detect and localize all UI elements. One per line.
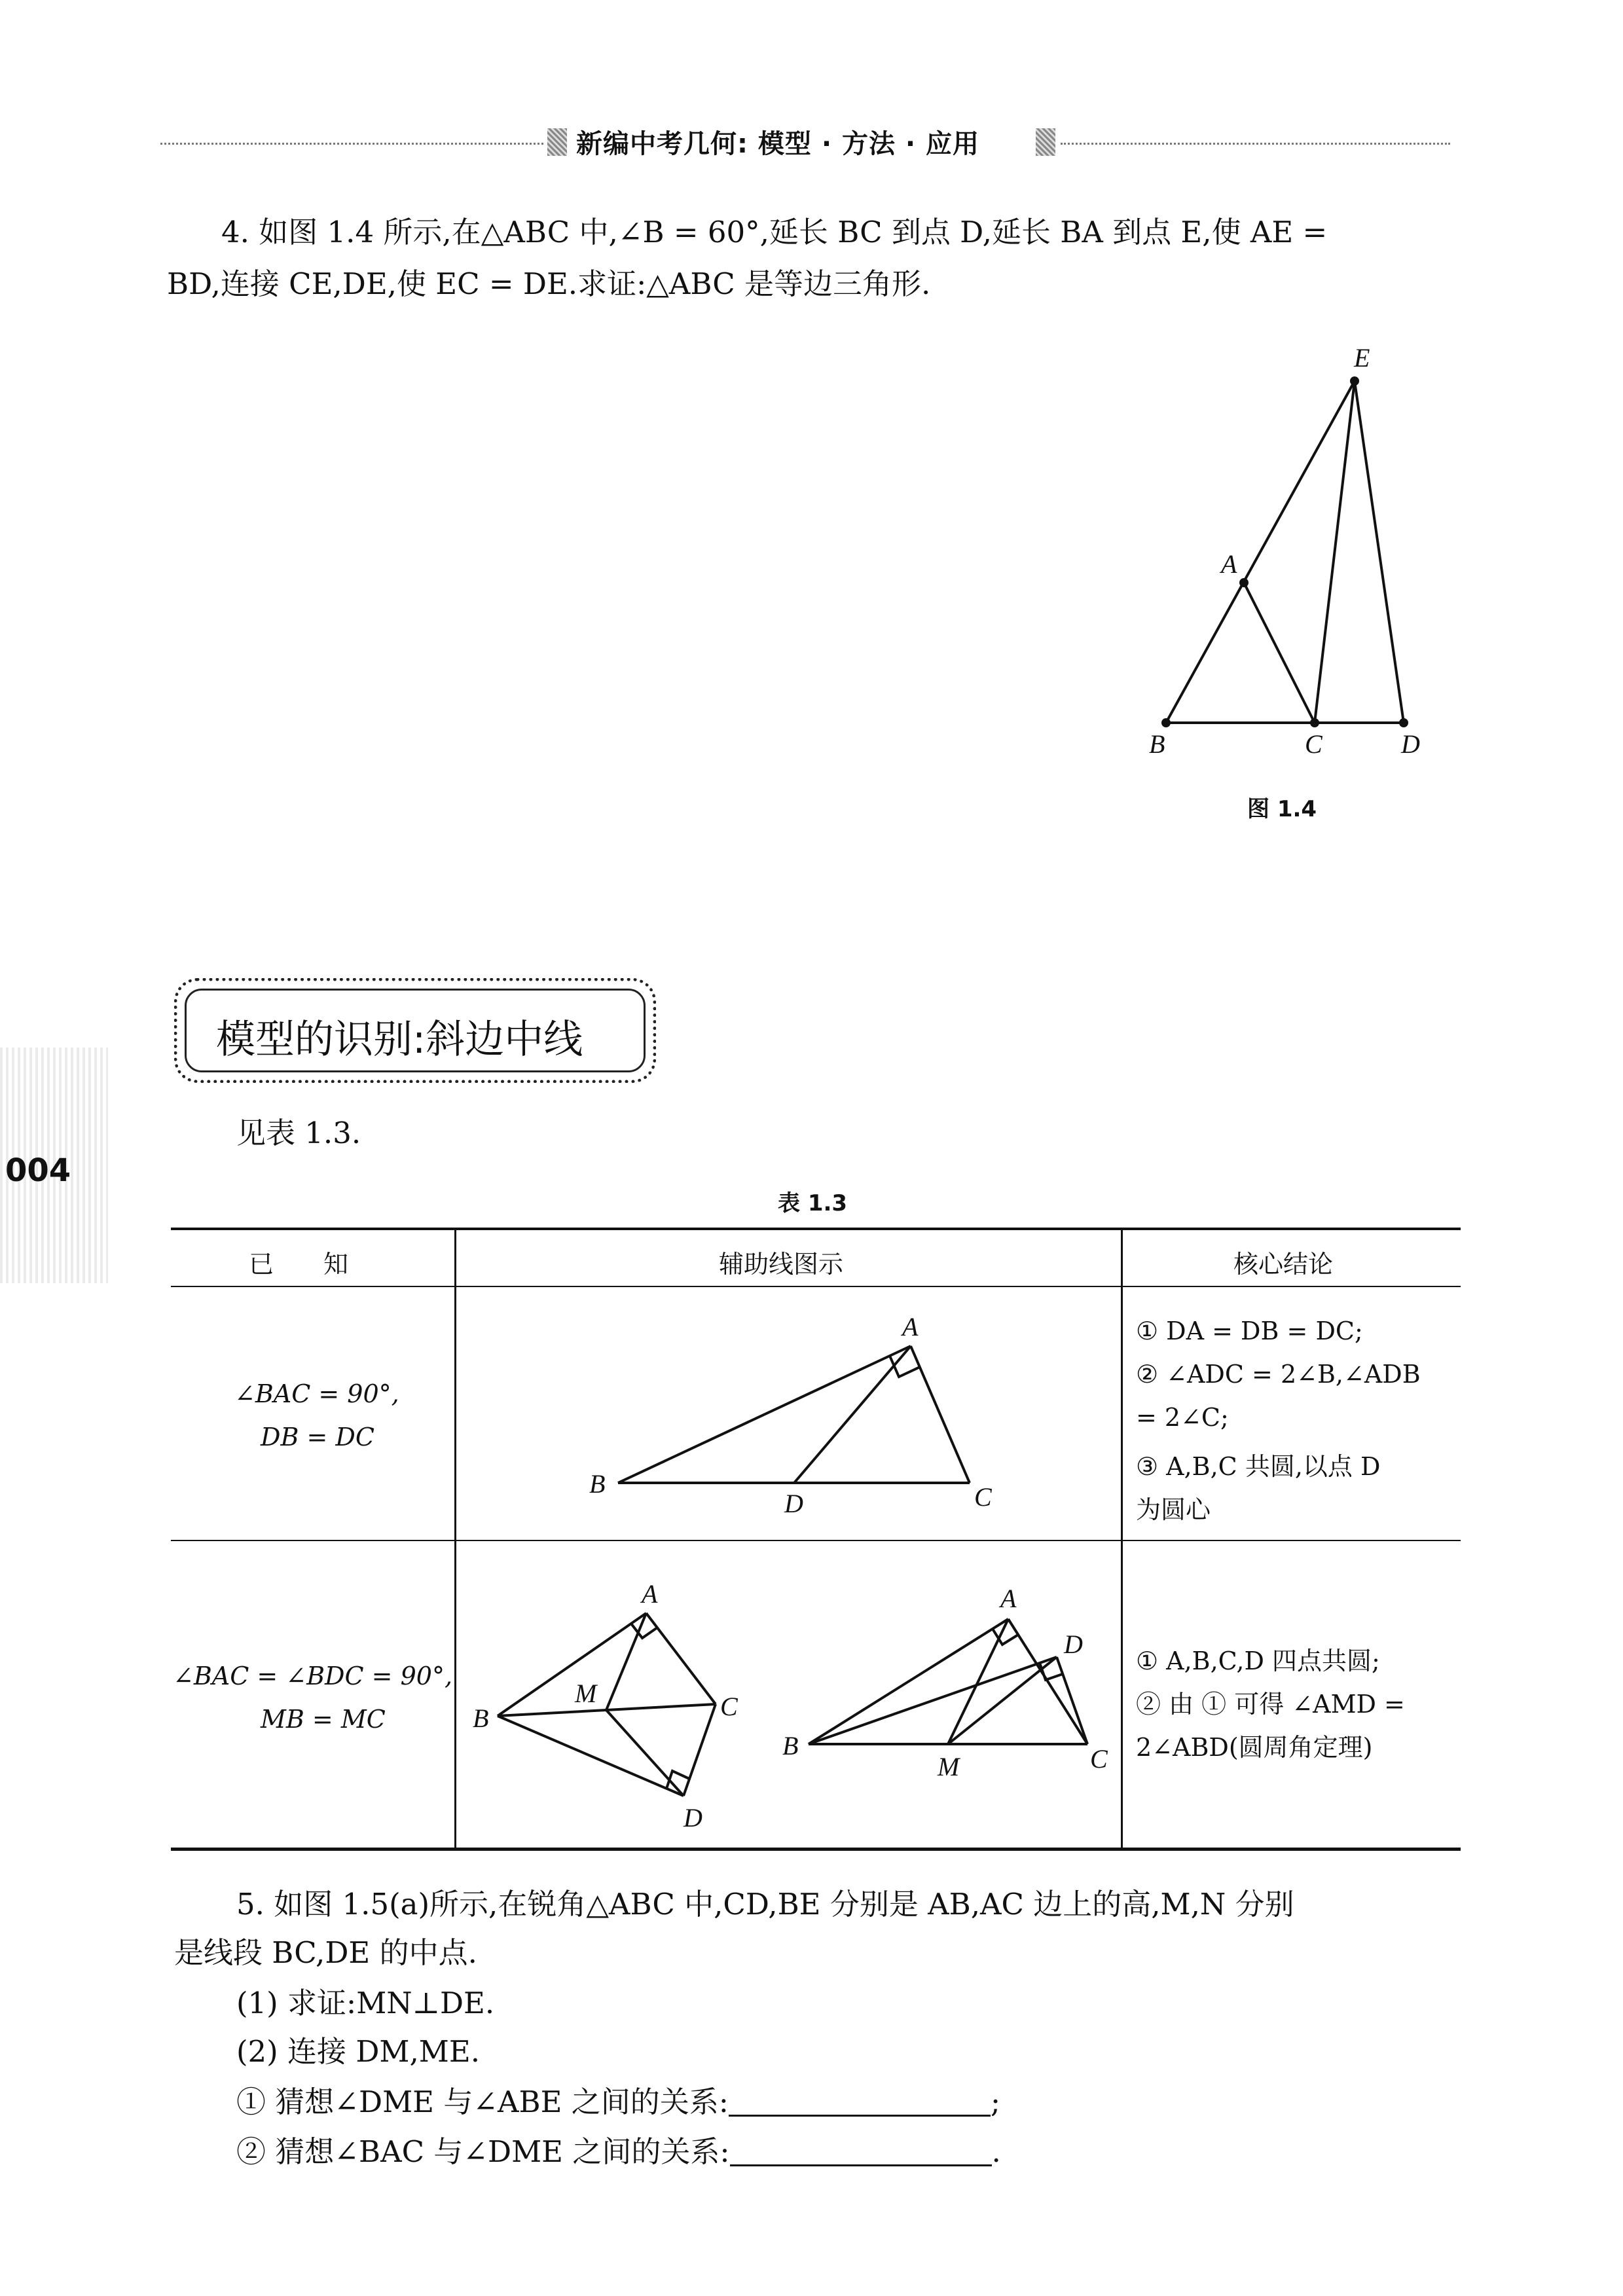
row2-known-2: MB = MC (261, 1705, 386, 1734)
segment-CE (1315, 381, 1355, 723)
row1-conclusion-1: ① DA = DB = DC; (1136, 1317, 1363, 1345)
label-D: D (1401, 729, 1420, 759)
label-E: E (1354, 343, 1370, 373)
label-B: B (589, 1469, 606, 1499)
answer-blank-1[interactable] (729, 2090, 991, 2117)
label-C: C (1305, 729, 1322, 759)
label-B: B (782, 1731, 799, 1760)
point-A (1239, 578, 1249, 587)
section-title: 模型的识别:斜边中线 (216, 1017, 583, 1063)
question1-text: ① 猜想∠DME 与∠ABE 之间的关系: (236, 2085, 729, 2119)
segment-DE (1355, 381, 1404, 723)
row2-known-1: ∠BAC = ∠BDC = 90°, (173, 1662, 453, 1690)
label-C: C (720, 1692, 738, 1721)
table-caption: 表 1.3 (778, 1190, 848, 1216)
table-row2-right-diagram (782, 1584, 1108, 1781)
row2-conclusion-3: 2∠ABD(圆周角定理) (1136, 1733, 1373, 1762)
segment-AC (1244, 583, 1315, 723)
row1-known-1: ∠BAC = 90°, (234, 1379, 399, 1408)
point-E (1350, 376, 1359, 386)
figure-1-4 (1149, 343, 1420, 759)
problem5-part2: (2) 连接 DM,ME. (236, 2034, 481, 2069)
label-D: D (1064, 1630, 1083, 1659)
problem5-question2 (236, 2134, 1001, 2169)
table-row2-left-diagram (473, 1579, 739, 1832)
segment-BE (1166, 381, 1355, 723)
question2-text: ② 猜想∠BAC 与∠DME 之间的关系: (236, 2134, 730, 2169)
problem5-line1: 5. 如图 1.5(a)所示,在锐角△ABC 中,CD,BE 分别是 AB,AC 边上的高,M,N 分别 (236, 1887, 1294, 1922)
label-M: M (938, 1752, 960, 1781)
table-header-conclusion: 核心结论 (1233, 1250, 1334, 1279)
label-A: A (1000, 1584, 1017, 1613)
label-A: A (902, 1312, 919, 1341)
label-A: A (642, 1579, 658, 1609)
label-M: M (575, 1679, 597, 1708)
question2-end: . (991, 2134, 1001, 2169)
problem5-part1: (1) 求证:MN⊥DE. (236, 1986, 495, 2020)
running-header-title: 新编中考几何: 模型 · 方法 · 应用 (576, 129, 980, 159)
label-B: B (1149, 729, 1165, 759)
row1-conclusion-3: = 2∠C; (1136, 1403, 1229, 1432)
problem4-line1: 4. 如图 1.4 所示,在△ABC 中,∠B = 60°,延长 BC 到点 D,延长 BA 到点 E,使 AE = (221, 215, 1328, 249)
answer-blank-2[interactable] (730, 2140, 992, 2166)
label-C: C (974, 1482, 992, 1512)
row1-known-2: DB = DC (261, 1423, 374, 1451)
row1-conclusion-4: ③ A,B,C 共圆,以点 D (1136, 1452, 1381, 1481)
figure-1-4-caption: 图 1.4 (1247, 796, 1317, 822)
table-row1-diagram (589, 1312, 993, 1518)
label-A: A (1221, 549, 1237, 579)
row1-conclusion-5: 为圆心 (1136, 1495, 1211, 1524)
row2-conclusion-2: ② 由 ① 可得 ∠AMD = (1136, 1690, 1405, 1719)
row1-conclusion-2: ② ∠ADC = 2∠B,∠ADB (1136, 1360, 1421, 1389)
problem5-question1 (236, 2087, 1000, 2117)
table-header-known: 已 知 (249, 1250, 349, 1279)
question1-end: ; (990, 2085, 1001, 2119)
problem4-line2: BD,连接 CE,DE,使 EC = DE.求证:△ABC 是等边三角形. (167, 266, 931, 301)
point-D (1399, 718, 1408, 727)
label-D: D (684, 1803, 702, 1832)
page-number: 004 (5, 1152, 71, 1189)
row2-conclusion-1: ① A,B,C,D 四点共圆; (1136, 1647, 1380, 1675)
label-C: C (1090, 1744, 1108, 1774)
label-D: D (784, 1489, 803, 1518)
point-C (1310, 718, 1319, 727)
see-table-text: 见表 1.3. (236, 1116, 361, 1150)
table-header-diagram: 辅助线图示 (719, 1250, 844, 1279)
problem5-line2: 是线段 BC,DE 的中点. (174, 1935, 477, 1970)
label-B: B (473, 1704, 489, 1733)
point-B (1161, 718, 1171, 727)
